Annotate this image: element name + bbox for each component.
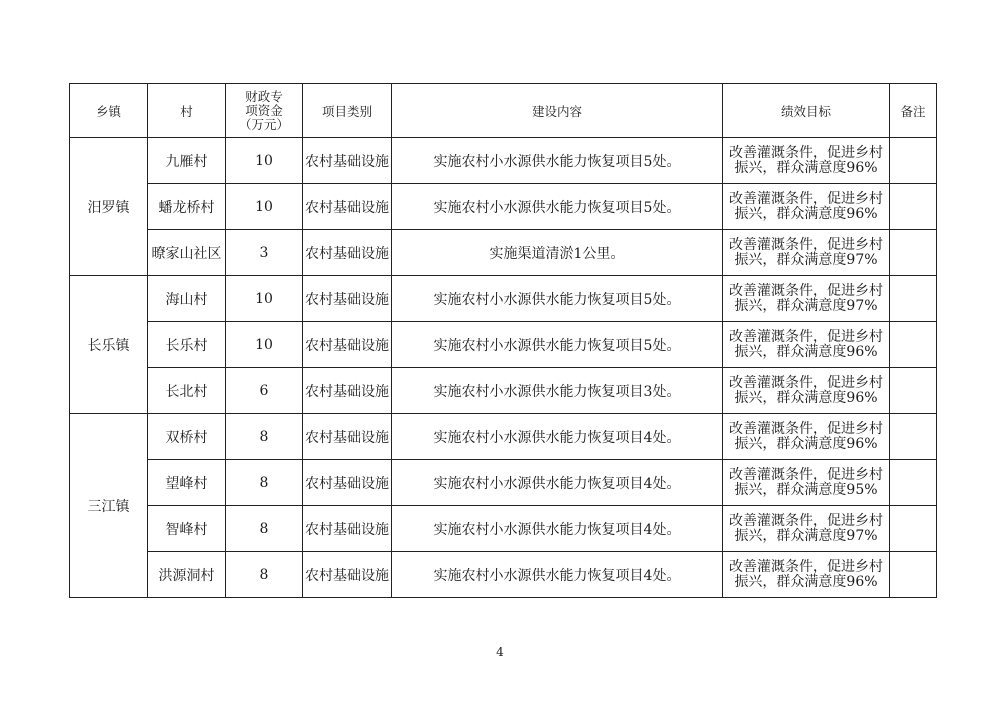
content-cell: 实施农村小水源供水能力恢复项目5处。 <box>392 184 723 230</box>
note-cell <box>890 368 937 414</box>
table-row <box>70 460 937 506</box>
goal-cell: 改善灌溉条件，促进乡村振兴，群众满意度97% <box>723 230 890 276</box>
town-cell: 汨罗镇 <box>70 138 148 276</box>
table-row <box>70 368 937 414</box>
content-cell: 实施农村小水源供水能力恢复项目4处。 <box>392 414 723 460</box>
table-row <box>70 138 937 184</box>
category-cell: 农村基础设施 <box>303 276 392 322</box>
note-cell <box>890 414 937 460</box>
project-table <box>69 83 937 598</box>
content-cell: 实施农村小水源供水能力恢复项目5处。 <box>392 322 723 368</box>
header-town: 乡镇 <box>70 84 148 138</box>
goal-cell: 改善灌溉条件，促进乡村振兴，群众满意度97% <box>723 506 890 552</box>
table-header-row <box>70 84 937 138</box>
content-cell: 实施农村小水源供水能力恢复项目4处。 <box>392 552 723 598</box>
category-cell: 农村基础设施 <box>303 552 392 598</box>
category-cell: 农村基础设施 <box>303 414 392 460</box>
goal-cell: 改善灌溉条件，促进乡村振兴，群众满意度95% <box>723 460 890 506</box>
header-category: 项目类别 <box>303 84 392 138</box>
header-content: 建设内容 <box>392 84 723 138</box>
fund-cell: 10 <box>226 322 303 368</box>
header-fund-line: 项资金 <box>245 102 283 118</box>
goal-cell: 改善灌溉条件，促进乡村振兴，群众满意度96% <box>723 368 890 414</box>
village-cell: 暸家山社区 <box>148 230 226 276</box>
table-row <box>70 230 937 276</box>
header-goal: 绩效目标 <box>723 84 890 138</box>
goal-cell: 改善灌溉条件，促进乡村振兴，群众满意度96% <box>723 552 890 598</box>
note-cell <box>890 230 937 276</box>
category-cell: 农村基础设施 <box>303 138 392 184</box>
content-cell: 实施农村小水源供水能力恢复项目4处。 <box>392 460 723 506</box>
fund-cell: 3 <box>226 230 303 276</box>
header-village: 村 <box>148 84 226 138</box>
note-cell <box>890 322 937 368</box>
header-fund-line: 财政专 <box>245 88 283 104</box>
category-cell: 农村基础设施 <box>303 322 392 368</box>
note-cell <box>890 184 937 230</box>
fund-cell: 8 <box>226 506 303 552</box>
goal-cell: 改善灌溉条件，促进乡村振兴，群众满意度97% <box>723 276 890 322</box>
fund-cell: 10 <box>226 184 303 230</box>
table-row <box>70 184 937 230</box>
village-cell: 蟠龙桥村 <box>148 184 226 230</box>
village-cell: 长乐村 <box>148 322 226 368</box>
village-cell: 双桥村 <box>148 414 226 460</box>
fund-cell: 10 <box>226 276 303 322</box>
header-note: 备注 <box>890 84 937 138</box>
fund-cell: 8 <box>226 414 303 460</box>
header-fund-line: （万元） <box>238 116 289 132</box>
note-cell <box>890 276 937 322</box>
village-cell: 海山村 <box>148 276 226 322</box>
table-row <box>70 322 937 368</box>
table-row <box>70 506 937 552</box>
note-cell <box>890 552 937 598</box>
table-row <box>70 414 937 460</box>
town-cell: 三江镇 <box>70 414 148 598</box>
village-cell: 洪源洞村 <box>148 552 226 598</box>
note-cell <box>890 138 937 184</box>
fund-cell: 10 <box>226 138 303 184</box>
page-number: 4 <box>496 645 504 659</box>
header-fund <box>226 84 303 138</box>
content-cell: 实施农村小水源供水能力恢复项目3处。 <box>392 368 723 414</box>
village-cell: 智峰村 <box>148 506 226 552</box>
category-cell: 农村基础设施 <box>303 368 392 414</box>
category-cell: 农村基础设施 <box>303 184 392 230</box>
content-cell: 实施农村小水源供水能力恢复项目5处。 <box>392 276 723 322</box>
content-cell: 实施渠道清淤1公里。 <box>392 230 723 276</box>
table-row <box>70 276 937 322</box>
note-cell <box>890 460 937 506</box>
goal-cell: 改善灌溉条件，促进乡村振兴，群众满意度96% <box>723 414 890 460</box>
table-body <box>70 138 937 598</box>
goal-cell: 改善灌溉条件，促进乡村振兴，群众满意度96% <box>723 138 890 184</box>
fund-cell: 6 <box>226 368 303 414</box>
fund-cell: 8 <box>226 552 303 598</box>
content-cell: 实施农村小水源供水能力恢复项目5处。 <box>392 138 723 184</box>
goal-cell: 改善灌溉条件，促进乡村振兴，群众满意度96% <box>723 322 890 368</box>
category-cell: 农村基础设施 <box>303 506 392 552</box>
table-row <box>70 552 937 598</box>
village-cell: 长北村 <box>148 368 226 414</box>
content-cell: 实施农村小水源供水能力恢复项目4处。 <box>392 506 723 552</box>
town-cell: 长乐镇 <box>70 276 148 414</box>
note-cell <box>890 506 937 552</box>
fund-cell: 8 <box>226 460 303 506</box>
goal-cell: 改善灌溉条件，促进乡村振兴，群众满意度96% <box>723 184 890 230</box>
category-cell: 农村基础设施 <box>303 460 392 506</box>
village-cell: 九雁村 <box>148 138 226 184</box>
village-cell: 望峰村 <box>148 460 226 506</box>
category-cell: 农村基础设施 <box>303 230 392 276</box>
